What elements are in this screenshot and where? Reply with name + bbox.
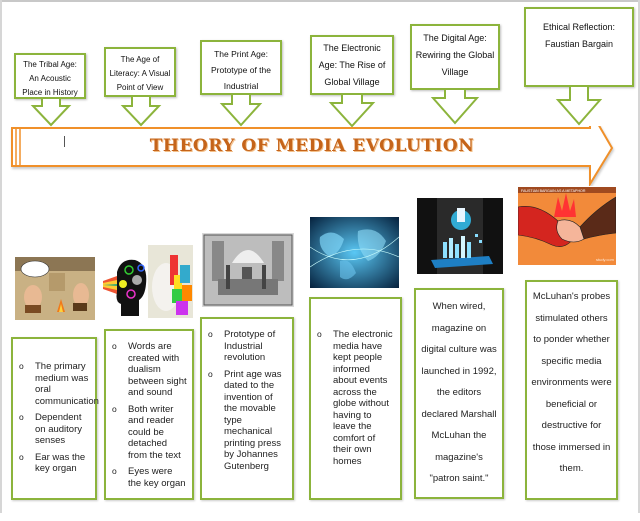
info-box-ethical-reflection — [525, 280, 618, 500]
callout-tribal-age — [14, 53, 86, 127]
bullet-item: o Eyes were the key organ — [128, 466, 188, 489]
image-head-with-gears — [103, 256, 148, 318]
callout-heading: The Age of Literacy: A Visual Point of View — [109, 55, 171, 92]
down-arrow-icon — [410, 89, 500, 127]
callout-literacy-age — [104, 47, 176, 127]
page-frame-top — [0, 0, 640, 2]
down-arrow-icon — [524, 86, 634, 128]
down-arrow-icon — [310, 94, 394, 128]
down-arrow-icon — [200, 94, 282, 128]
callout-digital-age — [410, 24, 500, 127]
callout-heading: The Tribal Age: An Acoustic Place in History — [22, 60, 78, 97]
callout-box — [524, 7, 634, 87]
image-printing-press — [202, 233, 294, 307]
bullet-list — [106, 341, 192, 489]
callout-print-age — [200, 40, 282, 127]
callout-box — [104, 47, 176, 97]
timeline-arrow — [8, 126, 616, 184]
callout-heading: The Print Age: Prototype of the Industrial — [210, 49, 271, 91]
bullet-list — [13, 361, 99, 475]
bullet-item: o Words are created with dualism between sight and sound — [128, 341, 188, 399]
bullet-item: o Prototype of Industrial revolution — [224, 329, 288, 364]
bullet-item: o Ear was the key organ — [35, 452, 91, 475]
info-box-print-age — [200, 317, 294, 500]
info-paragraph: When wired, magazine on digital culture was launched in 1992, the editors declared Marshall McLuhan the magazine's "patron saint." — [421, 301, 497, 484]
bullet-item: o The primary medium was oral communication — [35, 361, 91, 407]
info-box-tribal-age — [11, 337, 97, 500]
image-network-globe — [310, 217, 399, 288]
down-arrow-icon — [14, 98, 86, 128]
info-box-literacy-age — [104, 329, 194, 500]
callout-box — [200, 40, 282, 95]
image-colorful-brain — [148, 245, 193, 318]
bullet-item: o Dependent on auditory senses — [35, 412, 91, 447]
callout-ethical-reflection — [524, 7, 634, 127]
info-box-digital-age — [414, 288, 504, 499]
diagram-title: THEORY OF MEDIA EVOLUTION — [149, 136, 475, 156]
callout-heading: Ethical Reflection: Faustian Bargain — [542, 22, 616, 49]
image-cavemen-campfire — [15, 257, 95, 320]
callout-heading: The Digital Age: Rewiring the Global Village — [415, 33, 495, 77]
page-frame-left — [0, 0, 2, 513]
image-devil-handshake — [518, 187, 616, 265]
image-watermark: study.com — [596, 257, 614, 262]
bullet-item: o Print age was dated to the invention of the movable type mechanical printing press by Johannes Gutenberg — [224, 369, 288, 473]
bullet-list — [311, 329, 400, 467]
info-box-electronic-age — [309, 297, 402, 500]
right-arrow-icon — [8, 126, 618, 186]
info-paragraph: McLuhan's probes stimulated others to ponder whether specific media environments were beneficial or destructive for those immersed in them. — [531, 291, 612, 474]
down-arrow-icon — [104, 96, 176, 128]
callout-electronic-age — [310, 35, 394, 127]
bullet-item: o The electronic media have kept people informed about events across the globe without having to leave the comfort of their own homes — [333, 329, 396, 467]
image-caption: FAUSTIAN BARGAIN AS A METAPHOR — [521, 189, 586, 193]
bullet-item: o Both writer and reader could be detached from the text — [128, 404, 188, 462]
image-tablet-digital-city — [417, 198, 503, 274]
callout-box — [310, 35, 394, 95]
callout-box — [14, 53, 86, 99]
callout-heading: The Electronic Age: The Rise of Global Village — [318, 43, 386, 87]
callout-box — [410, 24, 500, 90]
bullet-list — [202, 329, 292, 472]
